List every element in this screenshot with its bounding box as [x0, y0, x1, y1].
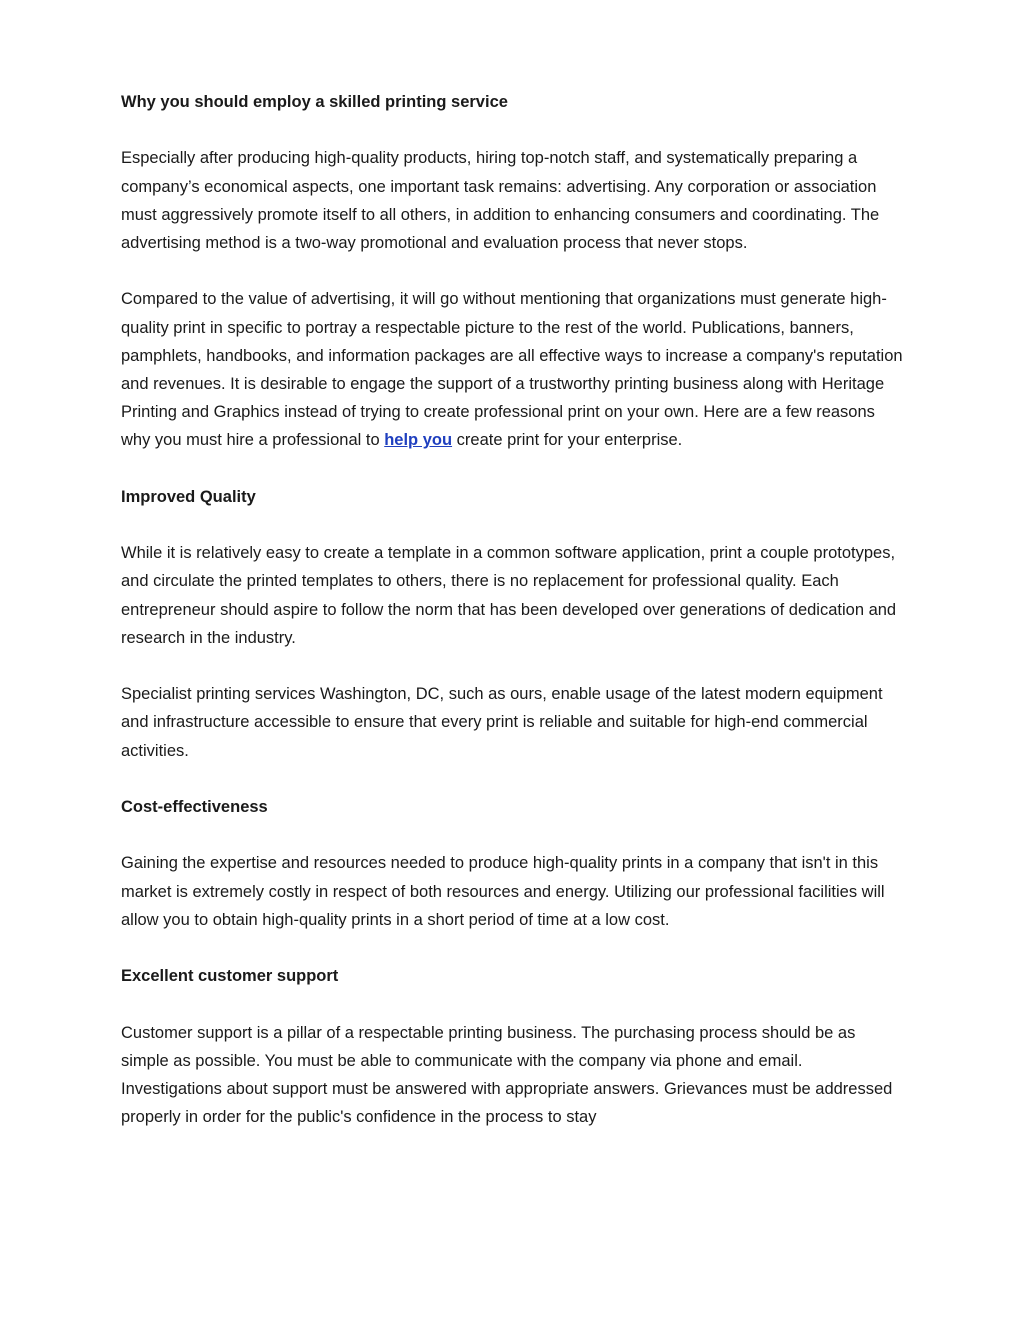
section-heading-cost-effectiveness: Cost-effectiveness: [121, 797, 268, 816]
section-heading-customer-support: Excellent customer support: [121, 967, 339, 986]
customer-support-paragraph: Customer support is a pillar of a respectable printing business. The purchasing process should be as simple as possible. You must be able to communicate with the company via phone and email. Investigations about support must be answered with appropriate answers. Grievances must be addressed properly in order for the public's confidence in the process to stay: [121, 1023, 893, 1127]
document-title: Why you should employ a skilled printing service: [121, 93, 508, 111]
paragraph-text-before-link: Compared to the value of advertising, it will go without mentioning that organizations must generate high-quality print in specific to portray a respectable picture to the rest of the world. Publications, banners, pamphlets, handbooks, and information packages are all effective ways to increase a company's reputation and revenues. It is desirable to engage the support of a trustworthy printing business along with Heritage Printing and Graphics instead of trying to create professional print on your own. Here are a few reasons why you must hire a professional to: [121, 290, 903, 450]
paragraph-text-after-link: create print for your enterprise.: [452, 431, 683, 450]
improved-quality-paragraph-1: While it is relatively easy to create a template in a common software application, print a couple prototypes, and circulate the printed templates to others, there is no replacement for professional quality. Each entrepreneur should aspire to follow the norm that has been developed over generations of dedication and research in the industry.: [121, 544, 897, 647]
help-you-link[interactable]: help you: [384, 431, 453, 450]
improved-quality-paragraph-2: Specialist printing services Washington, DC, such as ours, enable usage of the latest modern equipment and infrastructure accessible to ensure that every print is reliable and suitable for high-end commercial activities.: [121, 685, 883, 760]
cost-effectiveness-paragraph: Gaining the expertise and resources needed to produce high-quality prints in a company that isn't in this market is extremely costly in respect of both resources and energy. Utilizing our professional facilities will allow you to obtain high-quality prints in a short period of time at a low cost.: [121, 854, 885, 929]
document-page: [121, 88, 906, 1160]
advertising-value-paragraph: [121, 285, 906, 454]
intro-paragraph: Especially after producing high-quality products, hiring top-notch staff, and systematically preparing a company’s economical aspects, one important task remains: advertising. Any corporation or association must aggressively promote itself to all others, in addition to enhancing consumers and coordinating. The advertising method is a two-way promotional and evaluation process that never stops.: [121, 149, 880, 252]
section-heading-improved-quality: Improved Quality: [121, 487, 256, 506]
